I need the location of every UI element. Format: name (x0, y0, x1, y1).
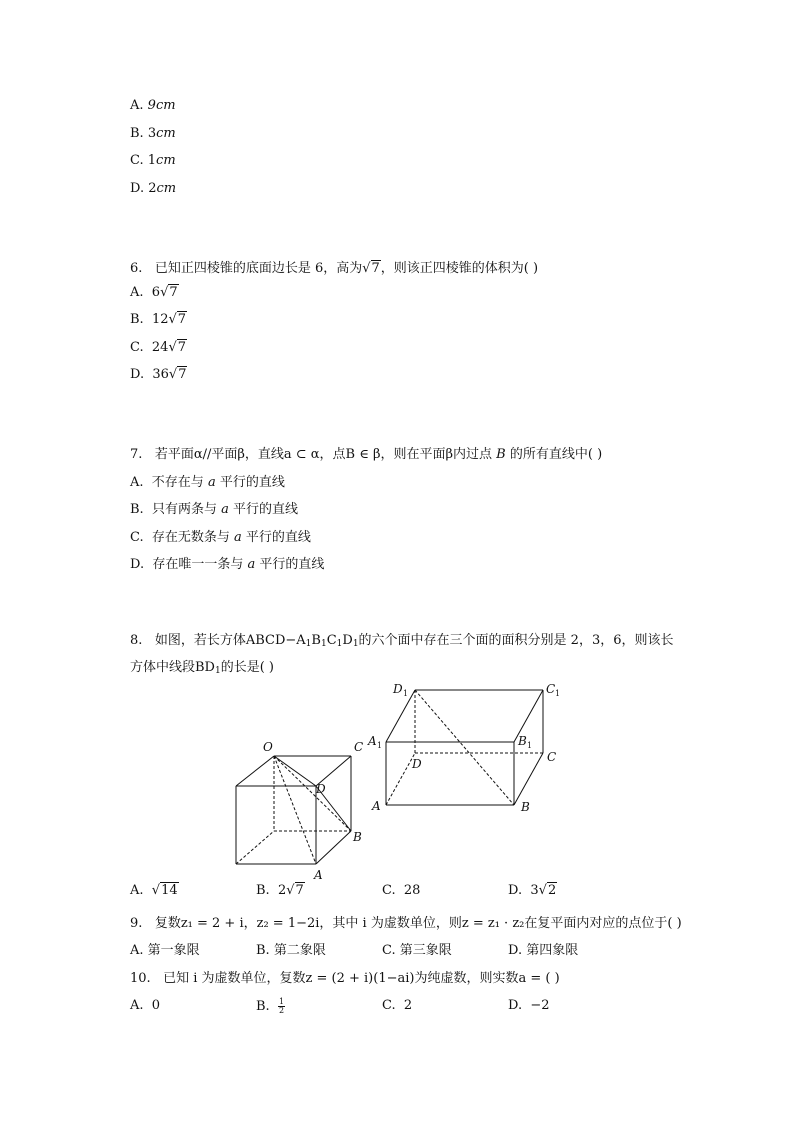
q10-option-d (508, 998, 550, 1013)
q10-option-c (382, 998, 412, 1013)
stem-text: 复数z₁ = 2 + i，z₂ = 1−2i，其中 i 为虚数单位，则z = z₁ · z₂在复平面内对应的点位于( ) (154, 916, 682, 931)
option-unit: cm (156, 153, 176, 168)
stem-text: 如图，若长方体ABCD−A (154, 633, 306, 648)
option-unit: cm (156, 181, 177, 196)
subscript: 1 (336, 639, 343, 649)
label-d: D (316, 782, 326, 796)
stem-variable: B (496, 447, 506, 462)
stem-text: B (311, 633, 321, 648)
label-c1-sub: 1 (555, 689, 561, 698)
option-letter: B. (256, 999, 270, 1014)
box-edge (386, 690, 415, 742)
option-value: 3 (147, 126, 157, 141)
option-unit: cm (155, 98, 176, 113)
stem-text: 的所有直线中( ) (505, 447, 603, 462)
radicand: 14 (161, 883, 178, 898)
q7-option-d (130, 553, 324, 572)
radicand: 2 (547, 883, 557, 898)
option-letter: A. (130, 98, 144, 113)
option-letter: C. (130, 340, 144, 355)
hidden-edge (274, 756, 316, 864)
stem-text: D (342, 633, 353, 648)
label-box-d: D (412, 757, 422, 771)
q9-option-a (130, 939, 200, 958)
q9-options (130, 939, 690, 957)
fraction (278, 998, 285, 1015)
radicand: 7 (178, 367, 187, 382)
q5-option-c (130, 153, 176, 168)
sqrt-symbol: √ (151, 883, 161, 898)
stem-text: 的长是( ) (220, 660, 274, 675)
label-box-c: C (547, 750, 557, 764)
option-letter: C. (130, 530, 144, 545)
option-value: 9 (147, 98, 156, 113)
q7-stem (130, 443, 602, 462)
option-letter: B. (130, 126, 144, 141)
option-letter: C. (382, 998, 396, 1013)
hidden-edge (236, 831, 274, 864)
q6-option-b (130, 312, 187, 327)
stem-text: 方体中线段BD (130, 660, 215, 675)
q7-option-c (130, 526, 311, 545)
denominator: 2 (278, 1006, 285, 1015)
q8-options (130, 883, 690, 901)
q9-option-d (508, 939, 578, 958)
coef: 24 (151, 340, 169, 355)
option-text: 第四象限 (526, 943, 579, 958)
option-variable: a (234, 530, 242, 545)
coef: 36 (152, 367, 169, 382)
option-letter: A. (130, 285, 144, 300)
q9-option-c (382, 939, 452, 958)
question-number: 8. (130, 633, 143, 648)
question-number: 7. (130, 447, 143, 462)
numerator: 1 (278, 997, 285, 1006)
option-letter: C. (382, 883, 396, 898)
q8-option-c (382, 883, 420, 898)
hidden-edge (274, 756, 351, 831)
q5-option-b (130, 126, 176, 141)
label-box-a: A (372, 799, 381, 813)
option-variable: a (221, 502, 229, 517)
option-letter: A. (130, 475, 144, 490)
label-d1: D (393, 682, 403, 696)
option-text: 28 (403, 883, 421, 898)
label-b1-sub: 1 (527, 741, 533, 750)
option-letter: D. (130, 557, 145, 572)
option-text: 只有两条与 (151, 502, 222, 517)
radicand: 7 (169, 285, 178, 300)
q8-stem-line1 (130, 629, 674, 649)
q6-option-d (130, 367, 187, 382)
label-b1: B (518, 734, 527, 748)
label-box-b: B (521, 800, 530, 814)
option-text: 存在唯一一条与 (152, 557, 248, 572)
q10-option-a (130, 998, 160, 1013)
stem-text: C (326, 633, 337, 648)
coef: 12 (151, 312, 169, 327)
option-unit: cm (156, 126, 176, 141)
q10-options (130, 998, 690, 1016)
option-value: 1 (147, 153, 157, 168)
subscript: 1 (305, 639, 312, 649)
q8-option-a (130, 883, 179, 898)
q6-option-c (130, 340, 187, 355)
q5-option-a (130, 98, 176, 113)
option-value: 2 (148, 181, 157, 196)
q8-option-b (256, 883, 305, 898)
sqrt-symbol: √ (362, 261, 371, 276)
option-variable: a (207, 475, 216, 490)
radicand: 7 (371, 261, 380, 276)
option-letter: D. (130, 181, 145, 196)
label-a1-sub: 1 (377, 741, 383, 750)
sqrt-symbol: √ (160, 285, 169, 300)
q10-stem (130, 967, 560, 986)
coef: 6 (151, 285, 161, 300)
question-number: 9. (130, 916, 143, 931)
radicand: 7 (295, 883, 304, 898)
option-letter: B. (130, 312, 144, 327)
stem-text: ，则该正四棱锥的体积为( ) (380, 261, 539, 276)
radicand: 7 (177, 340, 187, 355)
sqrt-symbol: √ (286, 883, 295, 898)
option-text: 平行的直线 (215, 475, 285, 490)
sqrt-symbol: √ (538, 883, 547, 898)
q7-option-a (130, 471, 285, 490)
option-letter: D. (508, 998, 523, 1013)
subscript: 1 (352, 639, 359, 649)
option-letter: D. (508, 883, 523, 898)
coef: 3 (530, 883, 539, 898)
option-text: 存在无数条与 (151, 530, 235, 545)
option-text: 平行的直线 (228, 502, 298, 517)
option-text: −2 (530, 998, 550, 1013)
coef: 2 (277, 883, 287, 898)
stem-text: 若平面α//平面β，直线a ⊂ α，点B ∈ β，则在平面β内过点 (154, 447, 497, 462)
option-letter: B. (256, 943, 270, 958)
subscript: 1 (320, 639, 327, 649)
q8-option-d (508, 883, 557, 898)
cube-edge (236, 756, 274, 786)
option-letter: C. (130, 153, 144, 168)
label-c1: C (546, 682, 556, 696)
stem-text: 已知正四棱锥的底面边长是 6，高为 (154, 261, 363, 276)
question-number: 10. (130, 971, 151, 986)
option-text: 平行的直线 (241, 530, 311, 545)
diagonal-bd1 (415, 690, 514, 805)
stem-text: 的六个面中存在三个面的面积分别是 2，3，6，则该长 (358, 633, 674, 648)
sqrt-symbol: √ (168, 312, 177, 327)
label-d1-sub: 1 (403, 689, 409, 698)
label-o: O (263, 740, 273, 754)
option-variable: a (247, 557, 256, 572)
option-text: 第一象限 (147, 943, 200, 958)
stem-text: 已知 i 为虚数单位，复数z = (2 + i)(1−ai)为纯虚数，则实数a = ( ) (163, 971, 560, 986)
q10-option-b (256, 998, 285, 1015)
label-a1: A (368, 734, 377, 748)
option-letter: B. (256, 883, 270, 898)
hidden-edge (386, 753, 415, 805)
option-text: 2 (403, 998, 413, 1013)
radicand: 7 (177, 312, 187, 327)
label-c: C (354, 740, 364, 754)
q9-option-b (256, 939, 326, 958)
sqrt-symbol: √ (168, 340, 177, 355)
sqrt-symbol: √ (168, 367, 178, 382)
q5-option-d (130, 181, 176, 196)
q6-stem (130, 257, 538, 276)
option-text: 第二象限 (273, 943, 326, 958)
option-text: 0 (151, 998, 161, 1013)
option-letter: B. (130, 502, 144, 517)
option-text: 第三象限 (399, 943, 452, 958)
q8-stem-line2 (130, 656, 274, 676)
option-letter: D. (130, 367, 145, 382)
option-letter: A. (130, 998, 144, 1013)
label-b: B (353, 830, 362, 844)
subscript: 1 (214, 666, 221, 676)
option-text: 平行的直线 (255, 557, 325, 572)
question-number: 6. (130, 261, 143, 276)
option-text: 不存在与 (151, 475, 208, 490)
option-letter: A. (130, 883, 144, 898)
option-letter: A. (130, 943, 144, 958)
option-letter: D. (508, 943, 523, 958)
option-letter: C. (382, 943, 396, 958)
q6-option-a (130, 285, 179, 300)
box-edge (514, 753, 543, 805)
q8-figure (0, 675, 794, 885)
label-a: A (314, 868, 323, 882)
q9-stem (130, 912, 682, 931)
q7-option-b (130, 498, 298, 517)
cube-edge (316, 831, 351, 864)
